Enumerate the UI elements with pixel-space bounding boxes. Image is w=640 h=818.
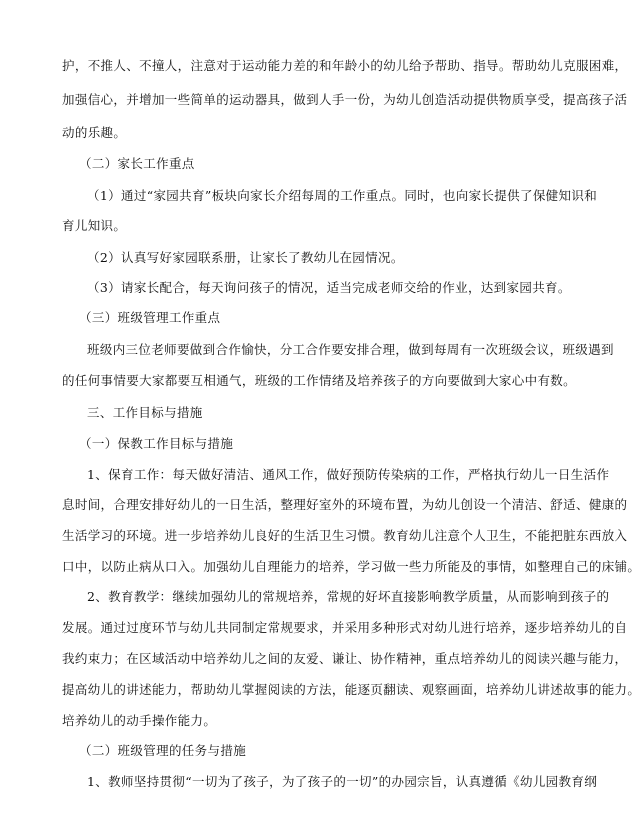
paragraph-line: 班级内三位老师要做到合作愉快，分工合作要安排合理，做到每周有一次班级会议，班级遇到: [87, 342, 614, 357]
paragraph-line: 生活学习的环境。进一步培养幼儿良好的生活卫生习惯。教育幼儿注意个人卫生，不能把脏东西放入: [62, 528, 628, 543]
paragraph-line: 护，不推人、不撞人，注意对于运动能力差的和年龄小的幼儿给予帮助、指导。帮助幼儿克服困难，: [62, 58, 628, 73]
section-heading: （一）保教工作目标与措施: [79, 436, 234, 451]
paragraph-line: 我约束力；在区域活动中培养幼儿之间的友爱、谦让、协作精神，重点培养幼儿的阅读兴趣与能力，: [62, 651, 628, 666]
paragraph-line: 育儿知识。: [62, 218, 127, 233]
section-heading: （三）班级管理工作重点: [79, 310, 221, 325]
paragraph-line: 提高幼儿的讲述能力，帮助幼儿掌握阅读的方法，能逐页翻读、观察画面，培养幼儿讲述故事的能力。: [62, 682, 640, 697]
paragraph-line: 培养幼儿的动手操作能力。: [62, 713, 217, 728]
paragraph-line: 1、教师坚持贯彻“一切为了孩子，为了孩子的一切”的办园宗旨，认真遵循《幼儿园教育纲: [87, 774, 598, 789]
paragraph-line: （1）通过“家园共育”板块向家长介绍每周的工作重点。同时，也向家长提供了保健知识和: [87, 188, 598, 203]
paragraph-line: 加强信心，并增加一些简单的运动器具，做到人手一份，为幼儿创造活动提供物质享受，提高孩子活: [62, 92, 628, 107]
paragraph-line: 1、保育工作：每天做好清洁、通风工作，做好预防传染病的工作，严格执行幼儿一日生活作: [87, 467, 610, 482]
paragraph-line: 2、教育教学：继续加强幼儿的常规培养，常规的好坏直接影响教学质量，从而影响到孩子的: [87, 589, 610, 604]
section-heading: （二）家长工作重点: [79, 156, 195, 171]
paragraph-line: 口中，以防止病从口入。加强幼儿自理能力的培养，学习做一些力所能及的事情，如整理自己的床铺。: [62, 559, 640, 574]
paragraph-line: 的任何事情要大家都要互相通气，班级的工作情绪及培养孩子的方向要做到大家心中有数。: [62, 373, 577, 388]
section-heading: 三、工作目标与措施: [87, 405, 203, 420]
paragraph-line: （3）请家长配合，每天询问孩子的情况，适当完成老师交给的作业，达到家园共育。: [87, 280, 571, 295]
paragraph-line: 动的乐趣。: [62, 125, 127, 140]
paragraph-line: 发展。通过过度环节与幼儿共同制定常规要求，并采用多种形式对幼儿进行培养，逐步培养幼儿的自: [62, 620, 628, 635]
section-heading: （二）班级管理的任务与措施: [79, 743, 247, 758]
paragraph-line: （2）认真写好家园联系册，让家长了教幼儿在园情况。: [87, 250, 404, 265]
paragraph-line: 息时间，合理安排好幼儿的一日生活，整理好室外的环境布置，为幼儿创设一个清洁、舒适、健康的: [62, 497, 628, 512]
